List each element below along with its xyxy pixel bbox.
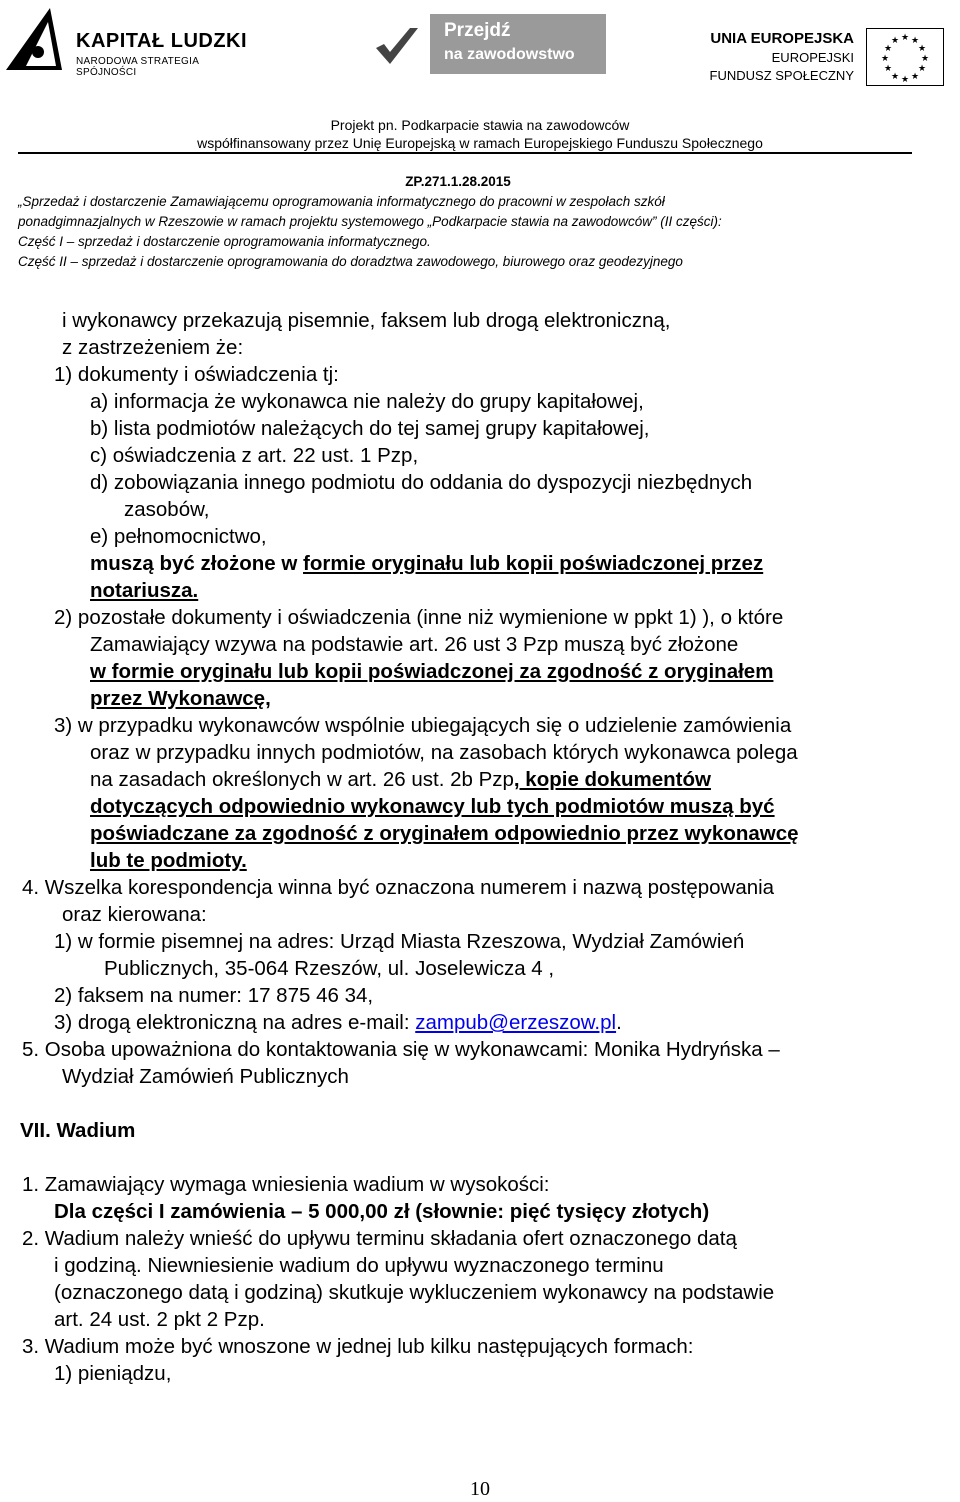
reference-line-3: Część I – sprzedaż i dostarczenie oprogramowania informatycznego. [18,234,431,249]
project-info [0,116,960,152]
header-logos [0,0,960,110]
logo-right-line3: FUNDUSZ SPOŁECZNY [709,68,854,83]
text-line: dotyczących odpowiednio wykonawcy lub tych podmiotów muszą być [90,795,775,818]
text-line: art. 24 ust. 2 pkt 2 Pzp. [54,1308,265,1331]
svg-text:★: ★ [884,64,893,74]
text-line: 2) faksem na numer: 17 875 46 34, [54,984,374,1007]
section-heading: VII. Wadium [20,1119,136,1142]
page-number: 10 [470,1478,490,1500]
email-link[interactable]: zampub@erzeszow.pl [415,1011,617,1034]
text-line [90,550,908,577]
text-line: w formie oryginału lub kopii poświadczonej za zgodność z oryginałem [90,660,774,683]
header-divider [18,152,912,154]
reference-line-4: Część II – sprzedaż i dostarczenie oprogramowania do doradztwa zawodowego, biurowego oraz geodezyjnego [18,254,683,269]
svg-text:★: ★ [921,54,930,64]
svg-text:★: ★ [918,64,927,74]
text-line: b) lista podmiotów należących do tej samej grupy kapitałowej, [90,417,650,440]
checkmark-icon [372,22,422,72]
text-line: 1) w formie pisemnej na adres: Urząd Miasta Rzeszowa, Wydział Zamówień [54,930,745,953]
text-line: 1) pieniądzu, [54,1362,172,1385]
text-line: poświadczane za zgodność z oryginałem odpowiednio przez wykonawcę [90,822,799,845]
text-line: 2. Wadium należy wnieść do upływu terminu składania ofert oznaczonego datą [22,1227,737,1250]
reference-block [18,172,938,272]
text-segment: 3) drogą elektroniczną na adres e-mail: [54,1011,416,1034]
svg-text:★: ★ [881,54,890,64]
text-line: i wykonawcy przekazują pisemnie, faksem lub drogą elektroniczną, [62,309,671,332]
text-segment-underlined: formie oryginału lub kopii poświadczonej przez [303,552,764,575]
svg-text:★: ★ [901,33,910,43]
unia-europejska-logo [682,28,960,88]
text-line: 3) w przypadku wykonawców wspólnie ubiegających się o udzielenie zamówienia [54,714,792,737]
logo-left-subtitle: NARODOWA STRATEGIA SPÓJNOŚCI [76,56,199,78]
text-segment: . [616,1011,622,1034]
text-line: lub te podmioty. [90,849,247,872]
kapital-ludzki-emblem-icon [6,8,62,70]
text-line: c) oświadczenia z art. 22 ust. 1 Pzp, [90,444,419,467]
svg-text:★: ★ [901,75,910,85]
reference-line-1: „Sprzedaż i dostarczenie Zamawiającemu oprogramowania informatycznego do pracowni w zespołach szkół [18,194,665,209]
logo-mid-box [430,14,606,74]
svg-text:★: ★ [911,36,920,46]
text-line: 5. Osoba upoważniona do kontaktowania się w wykonawcami: Monika Hydryńska – [22,1038,780,1061]
text-segment: muszą być złożone w [90,552,304,575]
text-line: 1) dokumenty i oświadczenia tj: [54,363,339,386]
reference-line-2: ponadgimnazjalnych w Rzeszowie w ramach projektu systemowego „Podkarpacie stawia na zawodowców” (II części): [18,214,722,229]
logo-mid-line2: na zawodowstwo [444,46,575,63]
przejdz-na-zawodowstwo-logo [372,8,612,80]
text-line: oraz kierowana: [62,903,207,926]
eu-flag-icon [866,28,944,86]
text-line: d) zobowiązania innego podmiotu do oddania do dyspozycji niezbędnych [90,471,753,494]
text-line: notariusza. [90,579,199,602]
text-segment: na zasadach określonych w art. 26 ust. 2b Pzp [90,768,514,791]
text-line: Dla części I zamówienia – 5 000,00 zł (słownie: pięć tysięcy złotych) [54,1200,710,1223]
logo-left-title: KAPITAŁ LUDZKI [76,30,248,52]
svg-text:★: ★ [891,36,900,46]
kapital-ludzki-logo [6,6,256,76]
text-line: 3. Wadium może być wnoszone w jednej lub kilku następujących formach: [22,1335,694,1358]
text-line: a) informacja że wykonawca nie należy do grupy kapitałowej, [90,390,644,413]
text-line [90,766,908,793]
text-line: Zamawiający wzywa na podstawie art. 26 ust 3 Pzp muszą być złożone [90,633,739,656]
reference-number: ZP.271.1.28.2015 [405,174,511,189]
text-line: e) pełnomocnictwo, [90,525,267,548]
text-line: 1. Zamawiający wymaga wniesienia wadium w wysokości: [22,1173,550,1196]
text-line [54,1009,622,1036]
project-line-1: Projekt pn. Podkarpacie stawia na zawodowców [330,117,630,133]
text-line: (oznaczonego datą i godziną) skutkuje wykluczeniem wykonawcy na podstawie [54,1281,775,1304]
text-segment-bold: , kopie dokumentów [513,768,711,791]
svg-text:★: ★ [918,44,927,54]
text-line: 2) pozostałe dokumenty i oświadczenia (inne niż wymienione w ppkt 1) ), o które [54,606,784,629]
text-line: z zastrzeżeniem że: [62,336,244,359]
text-line: zasobów, [124,498,210,521]
logo-right-line1: UNIA EUROPEJSKA [710,30,854,47]
logo-right-line2: EUROPEJSKI [771,50,854,65]
text-line: Wydział Zamówień Publicznych [62,1065,349,1088]
svg-text:★: ★ [911,72,920,82]
project-line-2: współfinansowany przez Unię Europejską w ramach Europejskiego Funduszu Społecznego [197,135,763,151]
svg-text:★: ★ [884,44,893,54]
text-line: Publicznych, 35-064 Rzeszów, ul. Joselewicza 4 , [104,957,555,980]
text-line: oraz w przypadku innych podmiotów, na zasobach których wykonawca polega [90,741,798,764]
text-line: i godziną. Niewniesienie wadium do upływu wyznaczonego terminu [54,1254,664,1277]
logo-mid-line1: Przejdź [444,20,511,41]
text-line: przez Wykonawcę, [90,687,271,710]
text-line: 4. Wszelka korespondencja winna być oznaczona numerem i nazwą postępowania [22,876,775,899]
svg-text:★: ★ [891,72,900,82]
